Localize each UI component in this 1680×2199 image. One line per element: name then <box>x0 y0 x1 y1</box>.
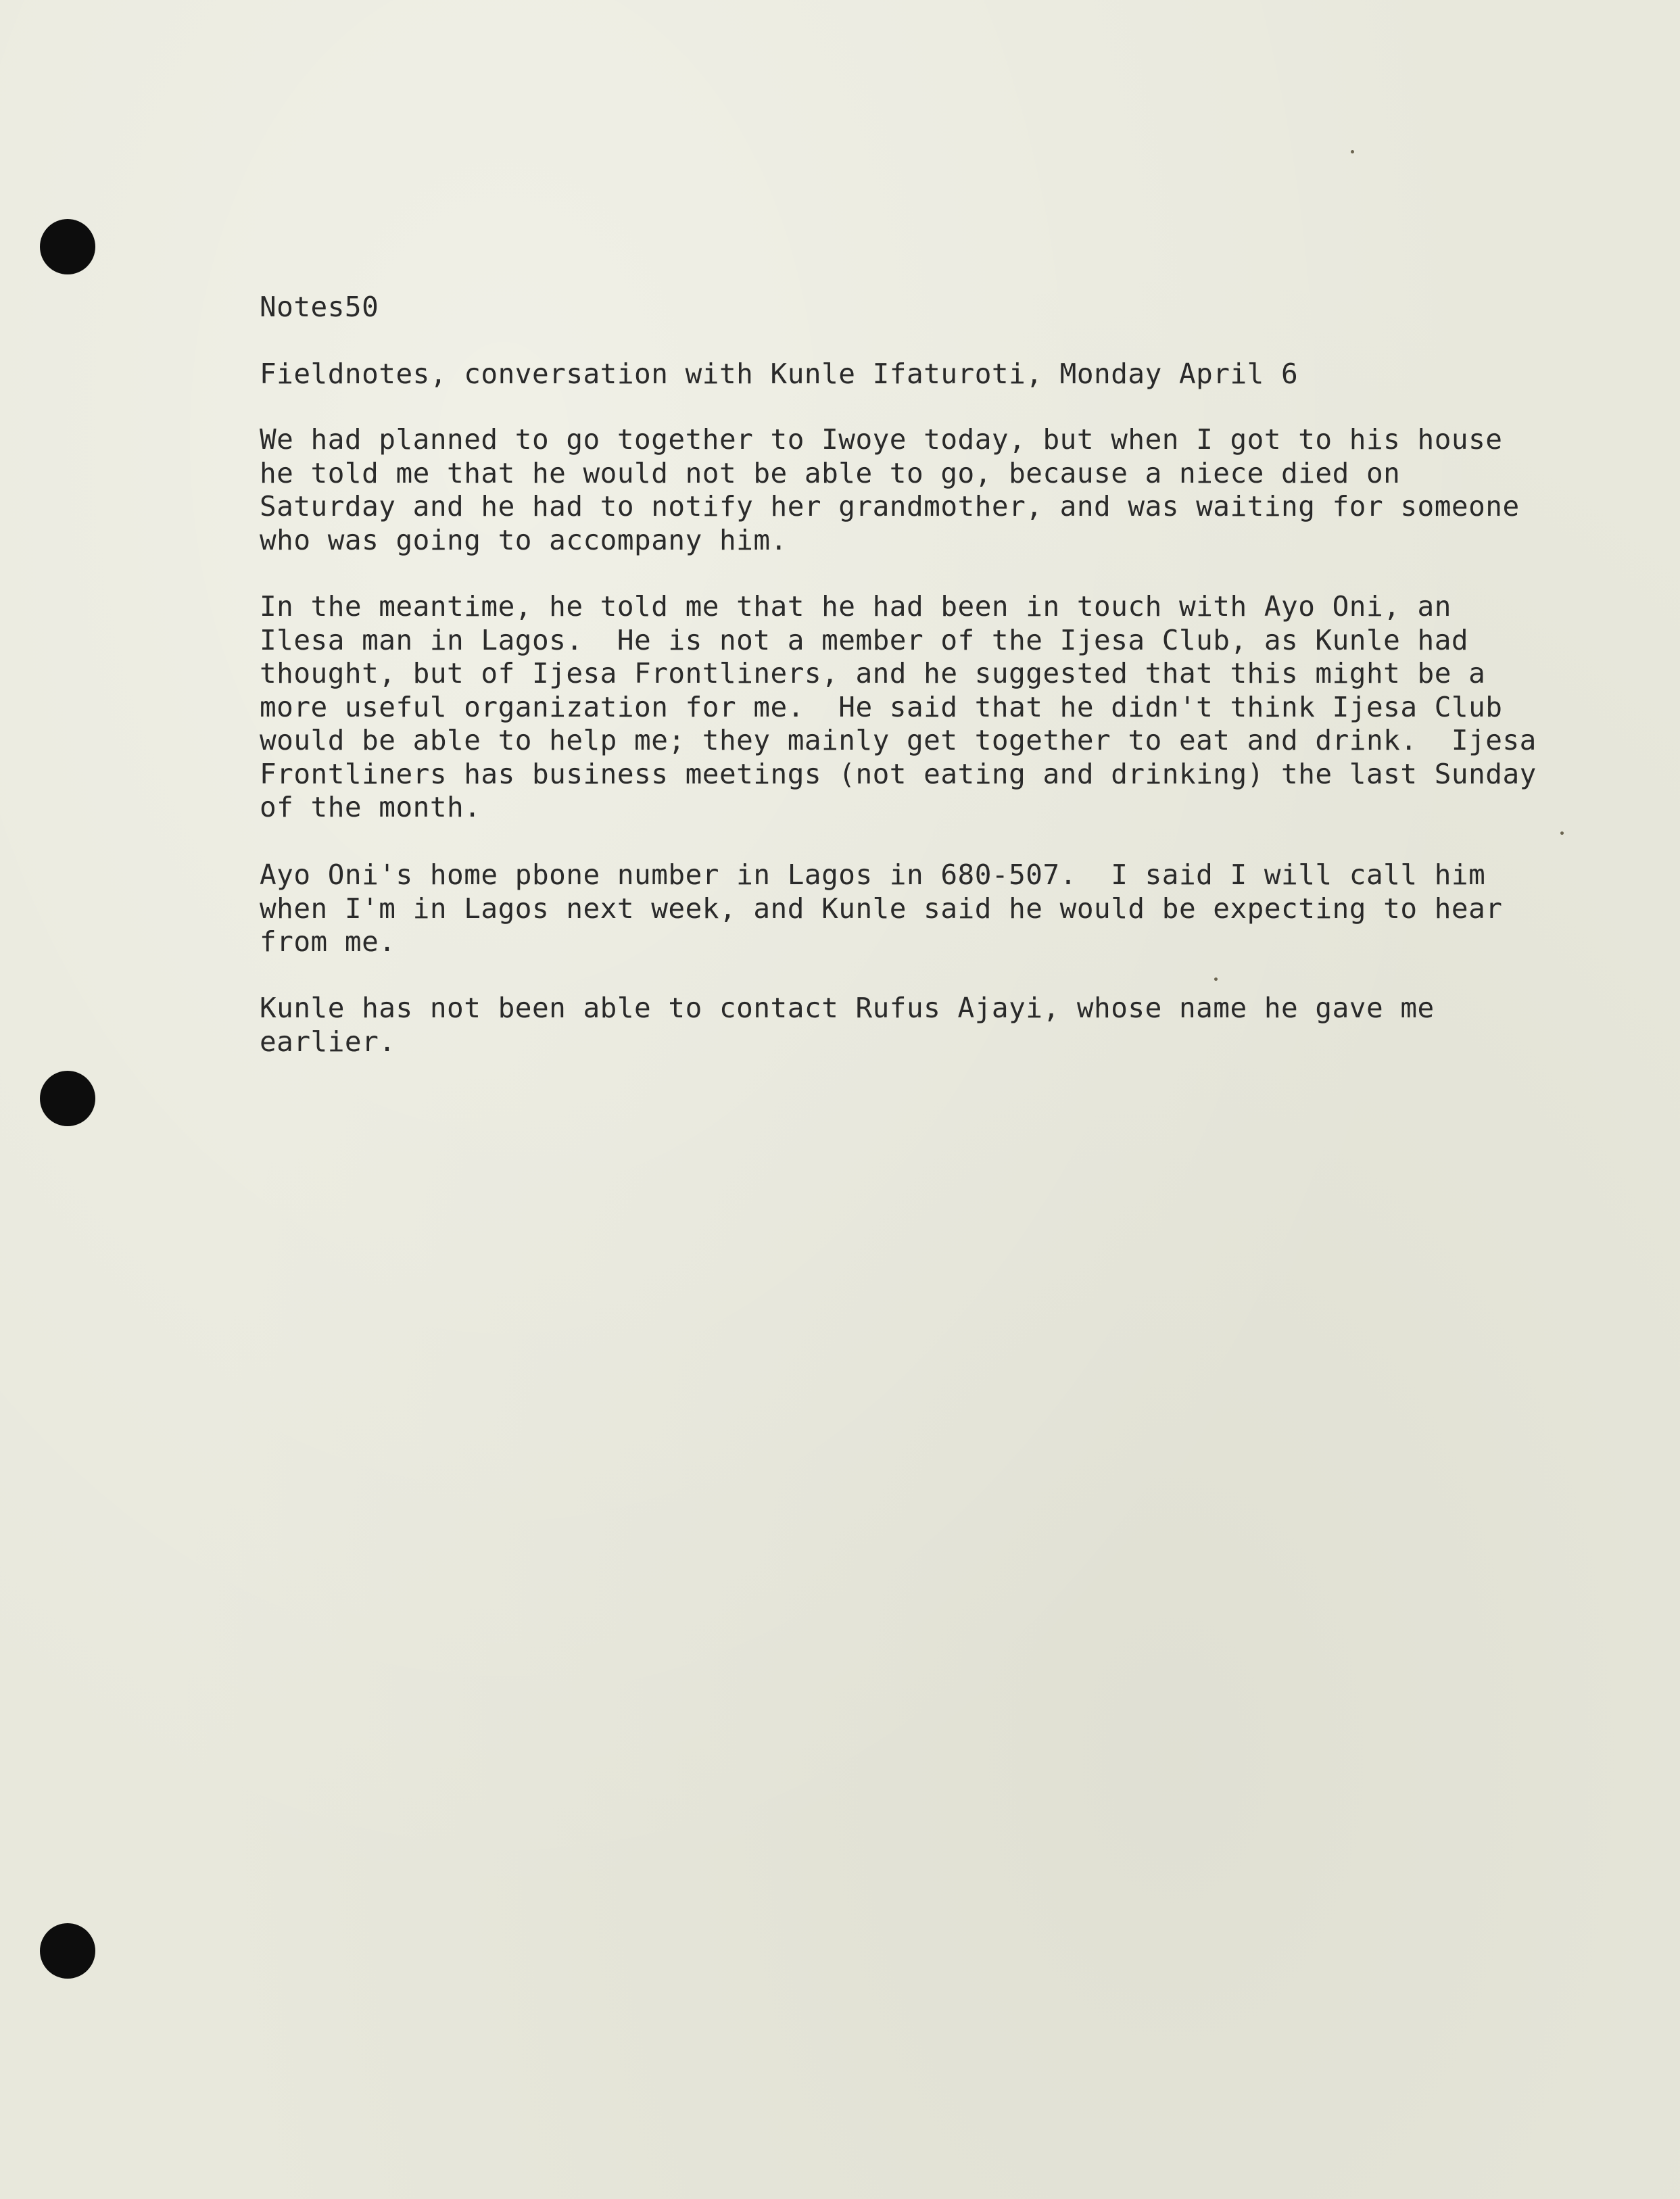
paragraph-ayo-oni: In the meantime, he told me that he had been in touch with Ayo Oni, an Ilesa man in Lagos. He is not a member of the Ijesa Club, as Kunle had thought, but of Ijesa Frontliners, and he suggested that this might be a more useful organization for me. He said that he didn't think Ijesa Club would be able to help me; they mainly get together to eat and drink. Ijesa Frontliners has business meetings (not eating and drinking) the last Sunday of the month. <box>260 590 1537 823</box>
paper-speck <box>1214 977 1218 981</box>
punch-hole-top <box>40 219 95 274</box>
punch-hole-bottom <box>40 1923 95 1979</box>
paragraph-iwoye-trip: We had planned to go together to Iwoye today, but when I got to his house he told me that he would not be able to go, because a niece died on Saturday and he had to notify her grandmother, and was waiting for someone who was going to accompany him. <box>260 423 1520 556</box>
paragraph-phone-number: Ayo Oni's home pbone number in Lagos in 680-507. I said I will call him when I'm in Lagos next week, and Kunle said he would be expecting to hear from me. <box>260 859 1503 958</box>
punch-hole-middle <box>40 1071 95 1126</box>
paper-speck <box>1560 831 1564 835</box>
document-id: Notes50 <box>260 291 379 323</box>
paragraph-rufus-ajayi: Kunle has not been able to contact Rufus Ajayi, whose name he gave me earlier. <box>260 992 1435 1058</box>
document-heading: Fieldnotes, conversation with Kunle Ifaturoti, Monday April 6 <box>260 358 1299 390</box>
paper-speck <box>1351 150 1354 153</box>
